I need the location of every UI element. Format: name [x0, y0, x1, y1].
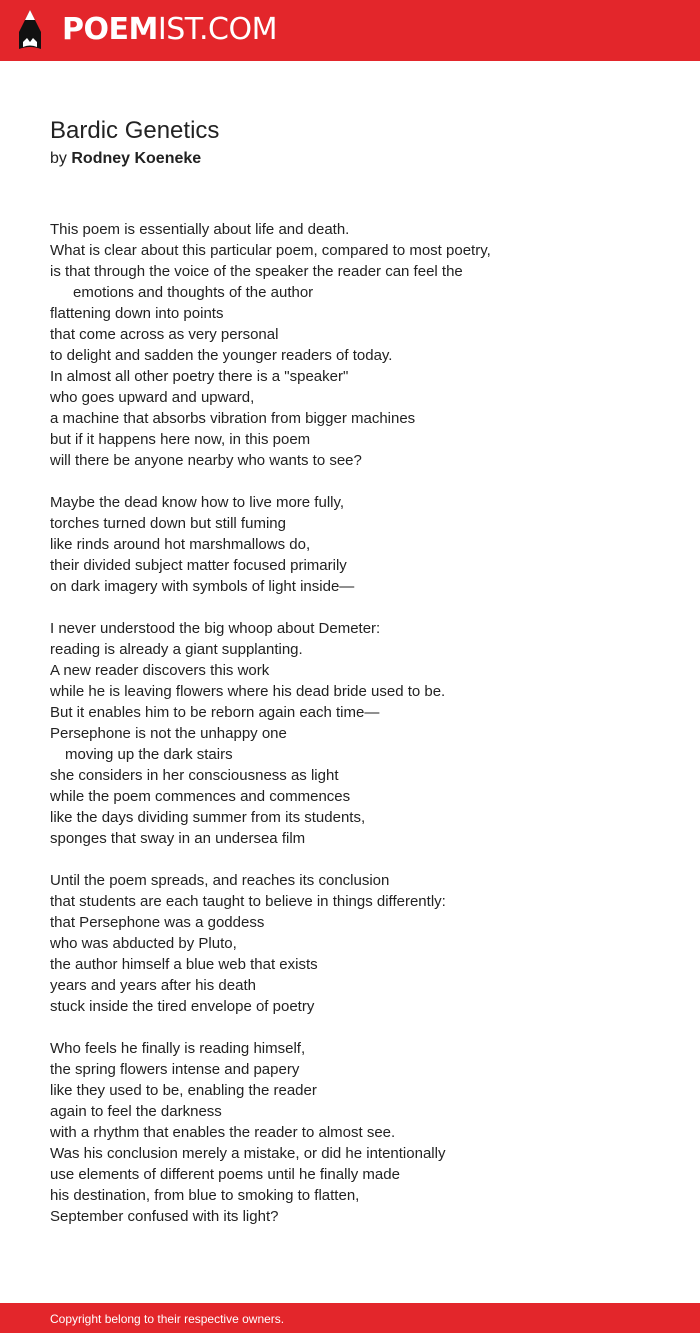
poem-line: a machine that absorbs vibration from bigger machines — [50, 410, 416, 427]
poem-line: she considers in her consciousness as light — [50, 767, 339, 784]
poem-line: What is clear about this particular poem, compared to most poetry, — [50, 242, 491, 259]
stanza — [50, 870, 670, 1017]
poem-line: A new reader discovers this work — [50, 662, 270, 679]
poem-line: like the days dividing summer from its students, — [50, 809, 366, 826]
by-label: by — [50, 150, 67, 167]
poem-line: who was abducted by Pluto, — [50, 935, 237, 952]
logo-bold-text: POEM — [62, 12, 158, 47]
poem-line: reading is already a giant supplanting. — [50, 641, 303, 658]
poem-line: Persephone is not the unhappy one — [50, 725, 287, 742]
poem-line: use elements of different poems until he finally made — [50, 1166, 400, 1183]
poem-line: like rinds around hot marshmallows do, — [50, 536, 311, 553]
poem-line: In almost all other poetry there is a "speaker" — [50, 368, 349, 385]
poem-line: moving up the dark stairs — [65, 746, 233, 763]
poem-line: This poem is essentially about life and death. — [50, 221, 350, 238]
poem-line: with a rhythm that enables the reader to almost see. — [50, 1124, 396, 1141]
poem-line: that Persephone was a goddess — [50, 914, 265, 931]
copyright-text: Copyright belong to their respective owners. — [50, 1312, 285, 1326]
poem-line: Maybe the dead know how to live more fully, — [50, 494, 345, 511]
poem-line: like they used to be, enabling the reader — [50, 1082, 317, 1099]
stanza — [50, 1038, 670, 1227]
poem-line: emotions and thoughts of the author — [73, 284, 314, 301]
poem-line: Who feels he finally is reading himself, — [50, 1040, 306, 1057]
poem-line: again to feel the darkness — [50, 1103, 222, 1120]
poem-line: is that through the voice of the speaker the reader can feel the — [50, 263, 463, 280]
poem-body — [50, 219, 670, 1248]
poem-line: stuck inside the tired envelope of poetry — [50, 998, 315, 1015]
site-header — [0, 0, 700, 61]
poem-line: will there be anyone nearby who wants to see? — [50, 452, 362, 469]
poem-line: their divided subject matter focused primarily — [50, 557, 347, 574]
poem-line: September confused with its light? — [50, 1208, 279, 1225]
poem-line: while he is leaving flowers where his dead bride used to be. — [50, 683, 446, 700]
stanza — [50, 219, 670, 471]
byline — [50, 149, 201, 169]
site-footer — [0, 1303, 700, 1333]
logo-light-text: IST.COM — [157, 12, 277, 47]
poem-line: that come across as very personal — [50, 326, 279, 343]
stanza — [50, 618, 670, 849]
poem-line: the author himself a blue web that exists — [50, 956, 318, 973]
site-logo[interactable] — [62, 12, 277, 48]
poem-line: but if it happens here now, in this poem — [50, 431, 311, 448]
poem-line: years and years after his death — [50, 977, 256, 994]
poem-line: who goes upward and upward, — [50, 389, 255, 406]
poem-line: flattening down into points — [50, 305, 224, 322]
poem-line: the spring flowers intense and papery — [50, 1061, 300, 1078]
poem-line: Until the poem spreads, and reaches its conclusion — [50, 872, 390, 889]
poem-line: But it enables him to be reborn again each time— — [50, 704, 380, 721]
stanza — [50, 492, 670, 597]
poem-line: torches turned down but still fuming — [50, 515, 286, 532]
poem-line: to delight and sadden the younger readers of today. — [50, 347, 393, 364]
poem-line: sponges that sway in an undersea film — [50, 830, 306, 847]
author-name[interactable]: Rodney Koeneke — [71, 150, 202, 167]
pencil-tip-icon[interactable] — [17, 9, 43, 52]
poem-line: Was his conclusion merely a mistake, or did he intentionally — [50, 1145, 446, 1162]
poem-line: while the poem commences and commences — [50, 788, 351, 805]
poem-title: Bardic Genetics — [50, 117, 220, 144]
poem-line: that students are each taught to believe in things differently: — [50, 893, 446, 910]
poem-line: I never understood the big whoop about Demeter: — [50, 620, 381, 637]
poem-line: on dark imagery with symbols of light inside— — [50, 578, 355, 595]
poem-line: his destination, from blue to smoking to flatten, — [50, 1187, 360, 1204]
